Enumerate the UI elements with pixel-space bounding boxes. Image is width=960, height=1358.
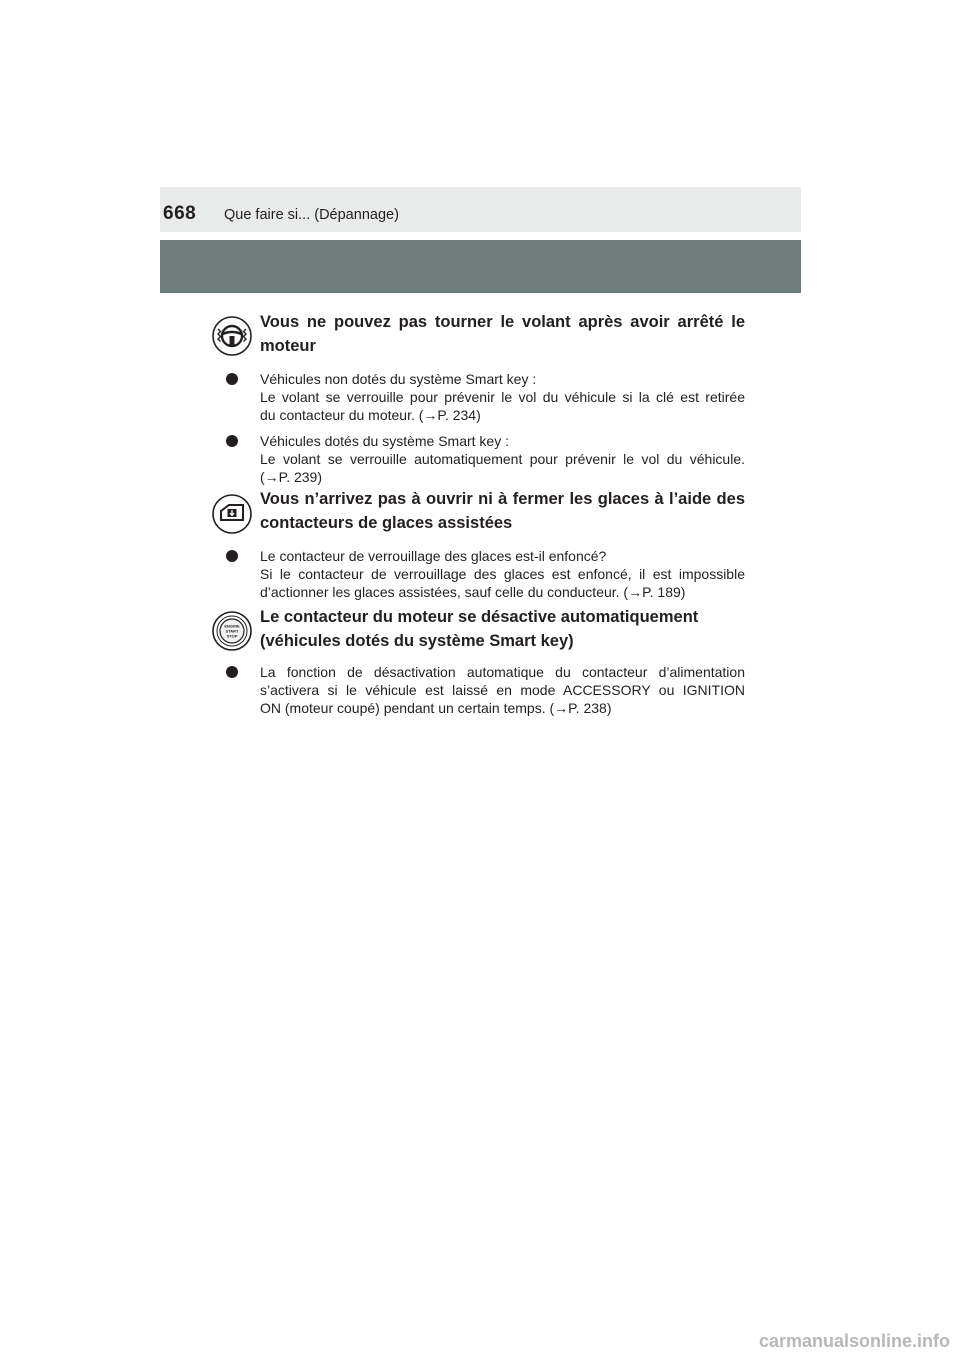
- section-engine-switch: [212, 605, 745, 717]
- list-item: Véhicules dotés du système Smart key : Le volant se verrouille automatiquement pour prévenir le vol du véhicule. (→P. 239): [212, 432, 745, 486]
- title-band: [160, 240, 801, 293]
- bullet-icon: [226, 666, 238, 678]
- bullet-icon: [226, 373, 238, 385]
- bullet-icon: [226, 435, 238, 447]
- section-steering-lock: [212, 310, 745, 486]
- list-item: Le contacteur de verrouillage des glaces est-il enfoncé? Si le contacteur de verrouillage des glaces est enfoncé, il est impossible d’actionner les glaces assistées, sauf celle du conducteur. (→P. 189): [212, 547, 745, 601]
- engine-label: ENGINE: [224, 623, 240, 629]
- steering-lock-icon: [212, 316, 252, 356]
- section-title: Que faire si... (Dépannage): [224, 207, 399, 223]
- stop-label: STOP: [226, 633, 238, 639]
- list-item: La fonction de désactivation automatique du contacteur d’alimentation s’activera si le véhicule est laissé en mode ACCESSORY ou IGNITION ON (moteur coupé) pendant un certain temps. (→P. 238): [212, 663, 745, 717]
- window-lock-icon: [212, 494, 252, 534]
- section-window-lock: [212, 487, 745, 601]
- engine-start-stop-icon: [212, 611, 252, 651]
- start-label: START: [225, 628, 239, 634]
- section-heading: Vous ne pouvez pas tourner le volant après avoir arrêté le moteur: [260, 313, 745, 355]
- watermark: carmanualsonline.info: [758, 1331, 950, 1351]
- bullet-icon: [226, 550, 238, 562]
- section-heading: Vous n’arrivez pas à ouvrir ni à fermer les glaces à l’aide des contacteurs de glaces assistées: [260, 490, 745, 532]
- list-item: Véhicules non dotés du système Smart key : Le volant se verrouille pour prévenir le vol du véhicule si la clé est retirée du contacteur du moteur. (→P. 234): [212, 370, 745, 424]
- page-number: 668: [163, 203, 197, 224]
- section-heading: Le contacteur du moteur se désactive automatiquement (véhicules dotés du système Smart key): [260, 608, 699, 650]
